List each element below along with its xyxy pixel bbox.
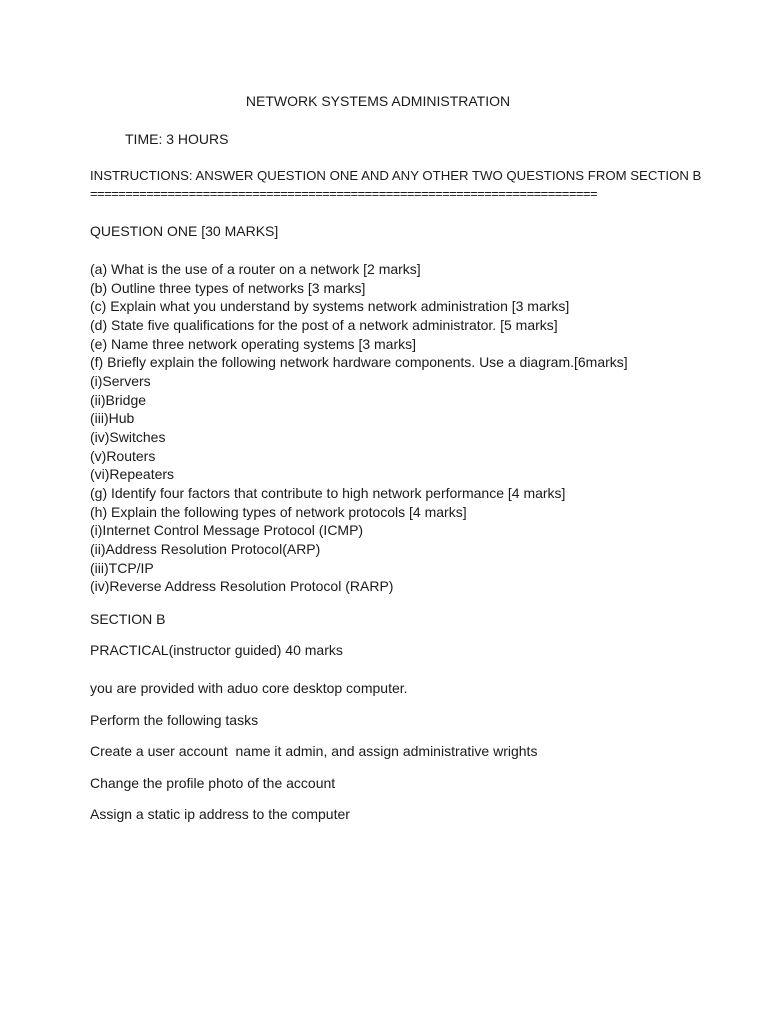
question-item: (a) What is the use of a router on a network [2 marks] (90, 261, 421, 277)
practical-line: Create a user account name it admin, and assign administrative wrights (90, 743, 538, 759)
question-subitem: (iv)Reverse Address Resolution Protocol (RARP) (90, 578, 394, 595)
practical-task-list (90, 679, 537, 837)
question-subitem: (iii)TCP/IP (90, 559, 154, 576)
practical-line: you are provided with aduo core desktop computer. (90, 680, 408, 696)
question-item: (d) State five qualifications for the post of a network administrator. [5 marks] (90, 316, 558, 333)
question-subitem: (v)Routers (90, 447, 156, 464)
separator-rule: ======================================================================== (90, 186, 598, 201)
question-subitem: (ii)Address Resolution Protocol(ARP) (90, 540, 321, 557)
question-item: (c) Explain what you understand by systems network administration [3 marks] (90, 298, 570, 315)
question-subitem: (ii)Bridge (90, 391, 147, 408)
practical-line: Change the profile photo of the account (90, 774, 336, 791)
question-item: (g) Identify four factors that contribute to high network performance [4 marks] (90, 484, 566, 501)
question-item: (e) Name three network operating systems [3 marks] (90, 335, 417, 352)
question-subitem: (vi)Repeaters (90, 466, 175, 483)
question-subitem: (iii)Hub (90, 410, 135, 427)
page-title: NETWORK SYSTEMS ADMINISTRATION (245, 93, 511, 109)
question-item: (b) Outline three types of networks [3 marks] (90, 279, 366, 296)
practical-line: Assign a static ip address to the computer (90, 806, 350, 822)
question-one-list (90, 260, 628, 596)
question-item: (h) Explain the following types of network protocols [4 marks] (90, 503, 467, 520)
practical-line: Perform the following tasks (90, 711, 259, 728)
practical-heading: PRACTICAL(instructor guided) 40 marks (90, 642, 343, 658)
question-subitem: (iv)Switches (90, 428, 166, 445)
exam-instructions: INSTRUCTIONS: ANSWER QUESTION ONE AND ANY OTHER TWO QUESTIONS FROM SECTION B (90, 168, 702, 183)
question-item: (f) Briefly explain the following network hardware components. Use a diagram.[6marks] (90, 354, 628, 371)
question-subitem: (i)Servers (90, 372, 151, 389)
exam-time: TIME: 3 HOURS (125, 131, 229, 147)
section-b-heading: SECTION B (90, 611, 166, 627)
question-one-heading: QUESTION ONE [30 MARKS] (90, 223, 279, 239)
question-subitem: (i)Internet Control Message Protocol (ICMP) (90, 522, 364, 539)
